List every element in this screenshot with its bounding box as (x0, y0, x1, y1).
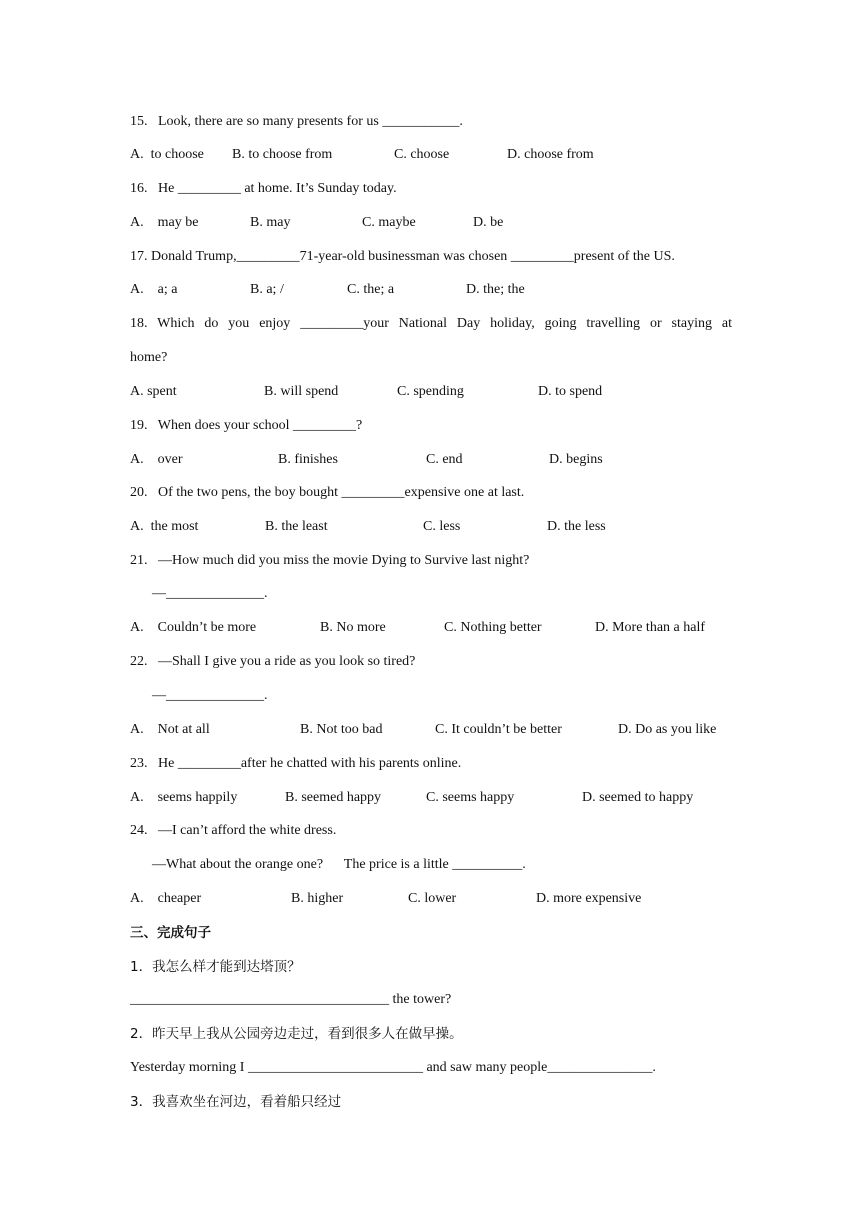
option-b: B. No more (320, 620, 386, 635)
option-c: C. It couldn’t be better (435, 722, 562, 737)
question-17-stem: 17. Donald Trump,_________71-year-old businessman was chosen _________present of the US. (130, 249, 675, 264)
option-d: D. begins (549, 452, 603, 467)
option-a: A. to choose (130, 147, 204, 162)
option-d: D. choose from (507, 147, 594, 162)
question-22-stem: 22. —Shall I give you a ride as you look so tired? (130, 654, 416, 669)
question-22-reply: —______________. (152, 688, 268, 703)
option-b: B. to choose from (232, 147, 333, 162)
question-18-stem-line2: home? (130, 350, 168, 365)
option-c: C. less (423, 519, 461, 534)
question-18-stem-line1: 18. Which do you enjoy _________your National Day holiday, going travelling or staying at (130, 316, 732, 331)
option-b: B. higher (291, 891, 344, 906)
option-b: B. may (250, 215, 291, 230)
option-c: C. lower (408, 891, 457, 906)
option-a: A. a; a (130, 282, 178, 297)
question-23-stem: 23. He _________after he chatted with his parents online. (130, 756, 462, 771)
option-a: A. Couldn’t be more (130, 620, 257, 635)
option-d: D. the less (547, 519, 606, 534)
question-24-stem: 24. —I can’t afford the white dress. (130, 823, 337, 838)
option-c: C. seems happy (426, 790, 515, 805)
question-15-stem: 15. Look, there are so many presents for us ___________. (130, 114, 463, 129)
option-b: B. a; / (250, 282, 284, 297)
option-a: A. over (130, 452, 183, 467)
option-c: C. the; a (347, 282, 395, 297)
option-a: A. seems happily (130, 790, 238, 805)
sentence-3-chinese: 3．我喜欢坐在河边，看着船只经过 (130, 1094, 342, 1110)
sentence-2-english: Yesterday morning I _________________________ and saw many people_______________. (130, 1060, 656, 1075)
option-b: B. will spend (264, 384, 339, 399)
option-b: B. finishes (278, 452, 338, 467)
option-c: C. choose (394, 147, 450, 162)
option-d: D. more expensive (536, 891, 642, 906)
question-20-stem: 20. Of the two pens, the boy bought _________expensive one at last. (130, 485, 525, 500)
question-19-stem: 19. When does your school _________? (130, 418, 363, 433)
option-d: D. seemed to happy (582, 790, 694, 805)
option-a: A. may be (130, 215, 199, 230)
option-d: D. to spend (538, 384, 603, 399)
option-d: D. More than a half (595, 620, 706, 635)
option-c: C. Nothing better (444, 620, 542, 635)
question-24-reply: —What about the orange one? The price is a little __________. (152, 857, 526, 872)
question-16-stem: 16. He _________ at home. It’s Sunday today. (130, 181, 397, 196)
option-d: D. be (473, 215, 504, 230)
option-c: C. maybe (362, 215, 416, 230)
option-a: A. the most (130, 519, 199, 534)
option-a: A. Not at all (130, 722, 210, 737)
sentence-2-chinese: 2．昨天早上我从公园旁边走过，看到很多人在做早操。 (130, 1026, 463, 1042)
question-21-stem: 21. —How much did you miss the movie Dying to Survive last night? (130, 553, 530, 568)
option-a: A. spent (130, 384, 177, 399)
option-d: D. Do as you like (618, 722, 717, 737)
option-d: D. the; the (466, 282, 525, 297)
option-c: C. end (426, 452, 463, 467)
sentence-1-chinese: 1．我怎么样才能到达塔顶？ (130, 959, 301, 975)
option-b: B. seemed happy (285, 790, 382, 805)
option-b: B. the least (265, 519, 328, 534)
sentence-1-english: _____________________________________ the tower? (130, 992, 452, 1007)
question-21-reply: —______________. (152, 586, 268, 601)
option-a: A. cheaper (130, 891, 202, 906)
option-b: B. Not too bad (300, 722, 383, 737)
option-c: C. spending (397, 384, 464, 399)
section-title: 三、完成句子 (130, 925, 211, 941)
